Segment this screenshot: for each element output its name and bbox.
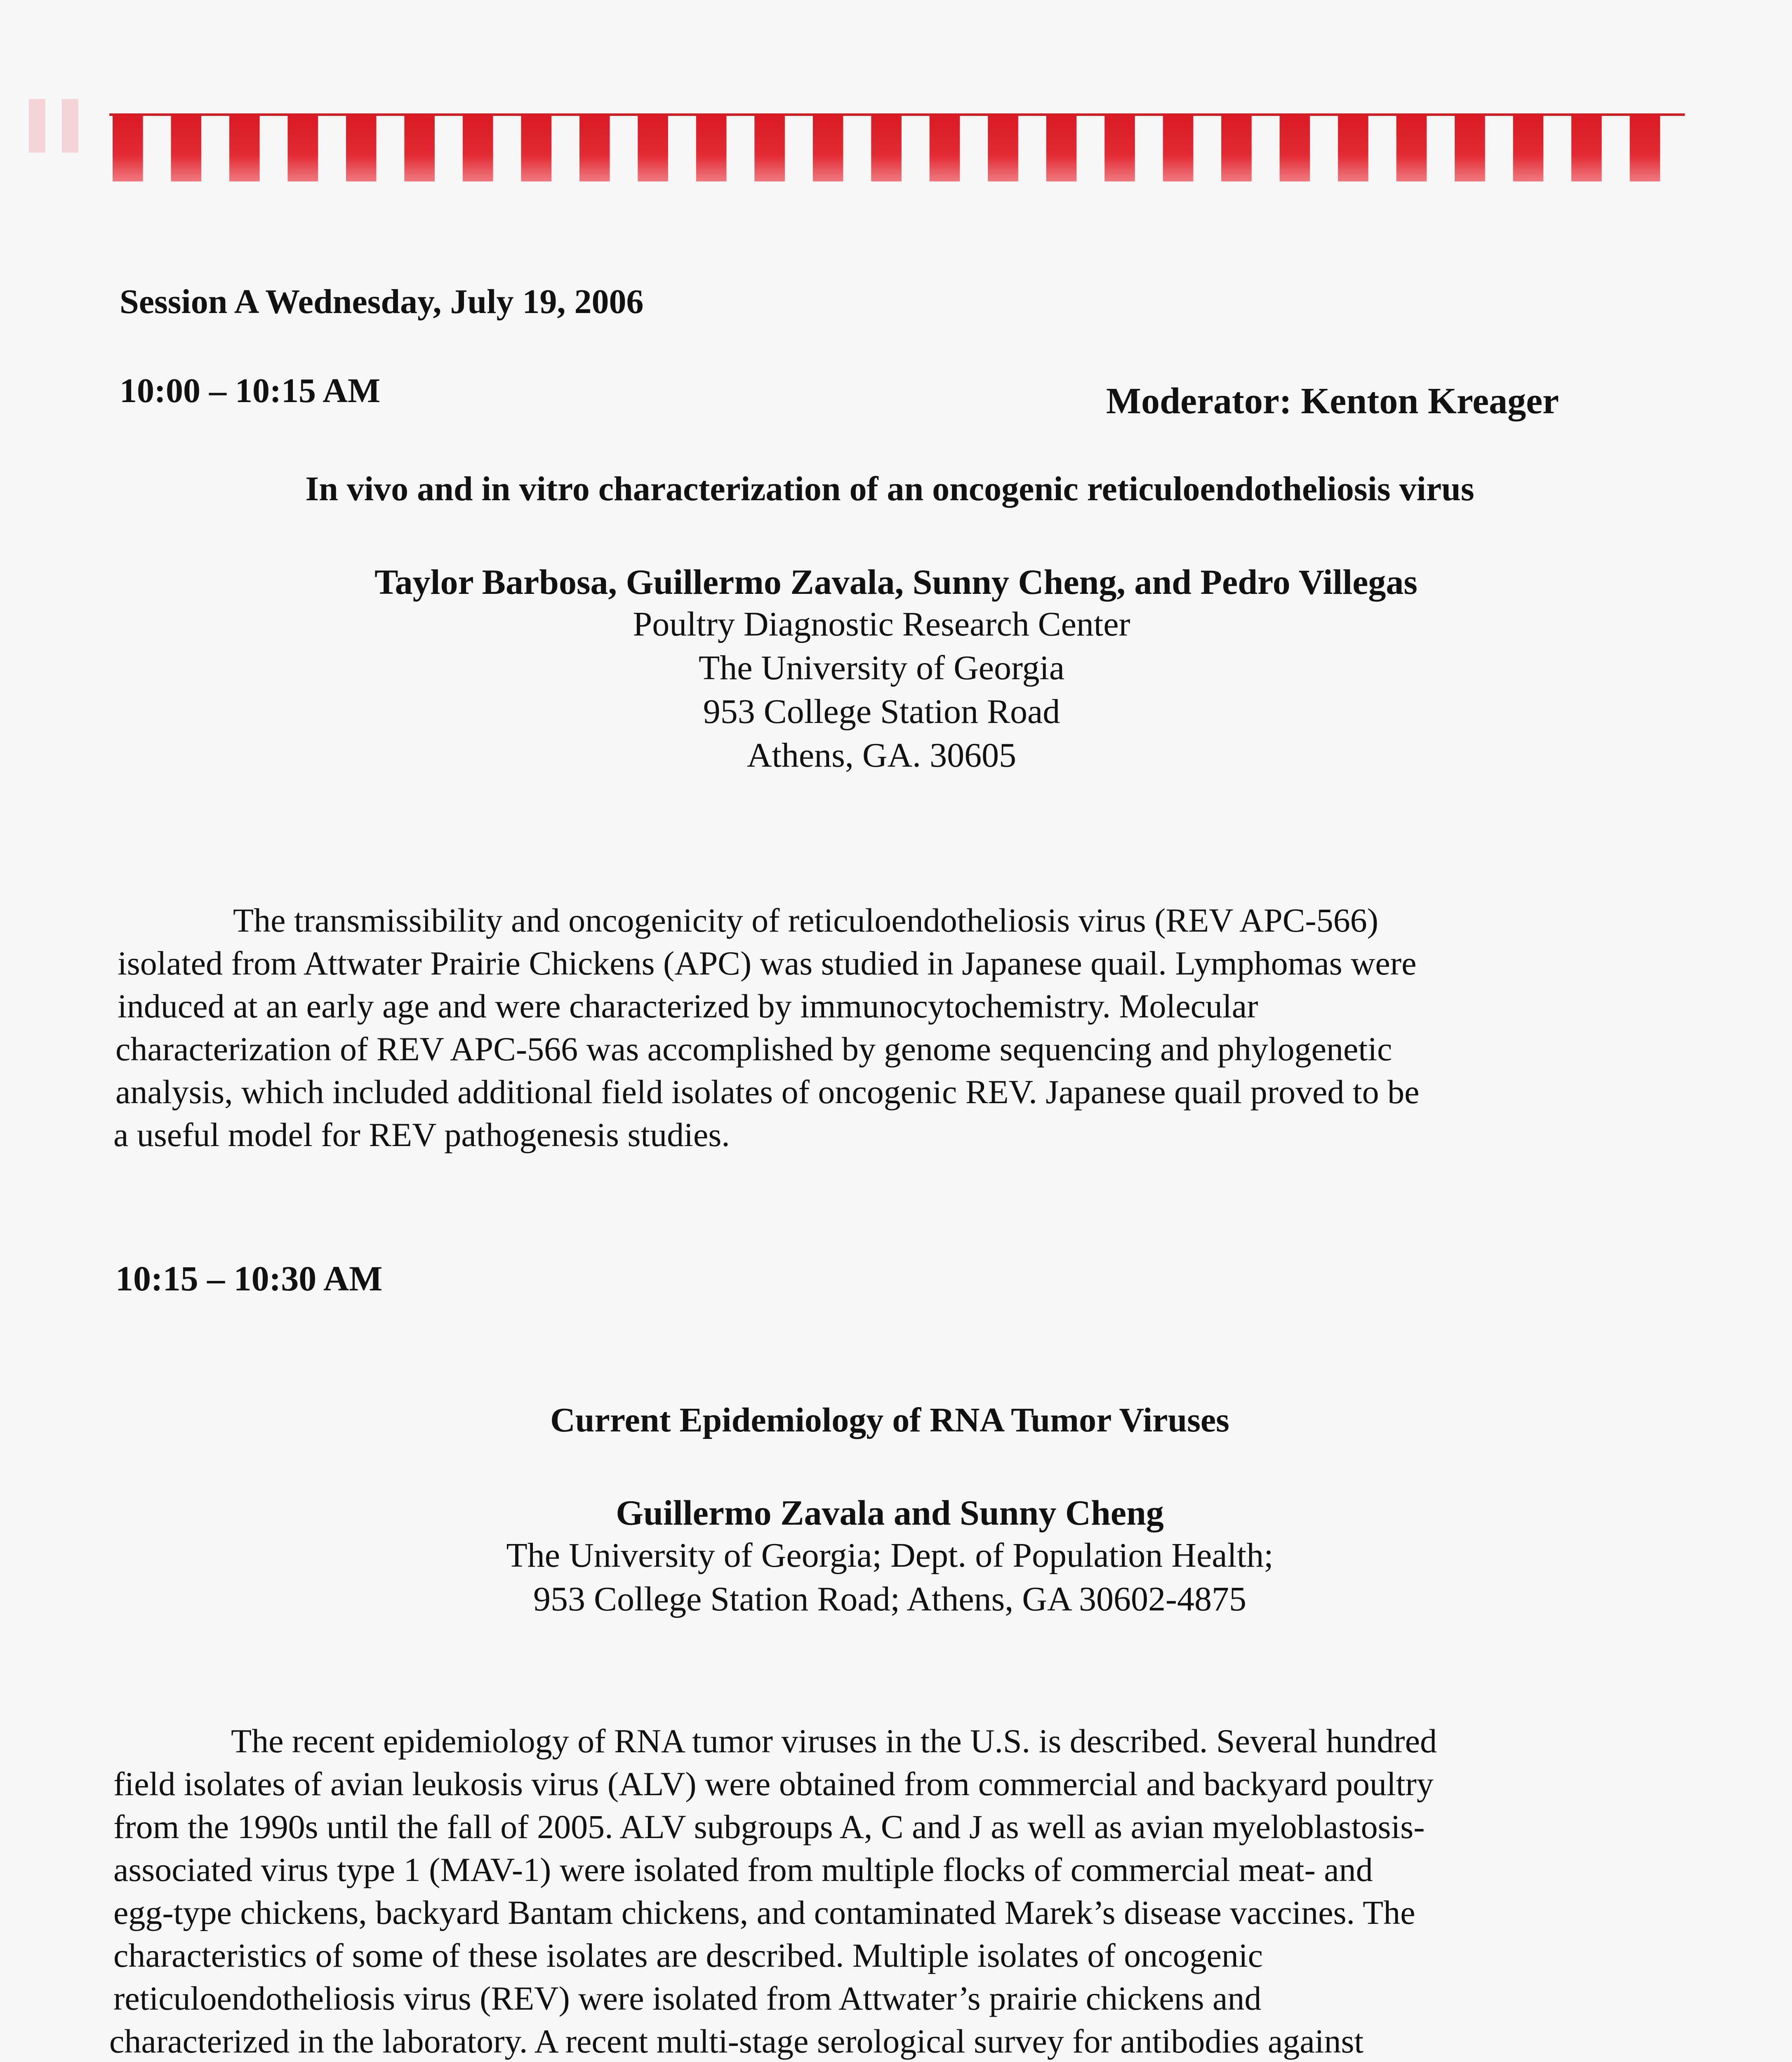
abstract-line: egg-type chickens, backyard Bantam chickens, and contaminated Marek’s disease vaccines. The <box>113 1894 1415 1931</box>
banner-stripe <box>579 115 610 181</box>
banner-stripe <box>1046 115 1077 181</box>
abstract-line: field isolates of avian leukosis virus (ALV) were obtained from commercial and backyard poultry <box>113 1765 1434 1803</box>
abstract-line: characterization of REV APC-566 was accomplished by genome sequencing and phylogenetic <box>115 1030 1392 1068</box>
banner-stripe <box>813 115 843 181</box>
banner-ghost-decoration <box>29 95 95 157</box>
talk1-abstract <box>113 899 1648 1156</box>
abstract-line: characterized in the laboratory. A recent multi-stage serological survey for antibodies against <box>109 2022 1364 2060</box>
talk2-time: 10:15 – 10:30 AM <box>115 1259 383 1298</box>
banner-stripe <box>1104 115 1135 181</box>
abstract-line: induced at an early age and were characterized by immunocytochemistry. Molecular <box>118 987 1258 1025</box>
talk1-affiliation-line: 953 College Station Road <box>703 692 1060 731</box>
banner-stripe <box>1338 115 1368 181</box>
abstract-line: characteristics of some of these isolates are described. Multiple isolates of oncogenic <box>113 1937 1263 1974</box>
session-header: Session A Wednesday, July 19, 2006 <box>120 282 644 321</box>
banner-stripe <box>638 115 668 181</box>
banner-stripe <box>229 115 260 181</box>
banner-stripe <box>1163 115 1194 181</box>
talk2-title: Current Epidemiology of RNA Tumor Viruses <box>550 1401 1229 1439</box>
abstract-line: reticuloendotheliosis virus (REV) were isolated from Attwater’s prairie chickens and <box>113 1980 1262 2017</box>
banner-stripe <box>463 115 493 181</box>
abstract-line: isolated from Attwater Prairie Chickens (APC) was studied in Japanese quail. Lymphomas were <box>118 944 1417 982</box>
banner-stripe <box>930 115 960 181</box>
banner-stripe <box>754 115 785 181</box>
red-striped-banner-icon <box>109 112 1685 181</box>
abstract-line: The recent epidemiology of RNA tumor viruses in the U.S. is described. Several hundred <box>231 1722 1437 1760</box>
talk1-moderator: Moderator: Kenton Kreager <box>1106 381 1559 421</box>
talk1-authors: Taylor Barbosa, Guillermo Zavala, Sunny Cheng, and Pedro Villegas <box>374 562 1418 602</box>
banner-stripe <box>1513 115 1544 181</box>
banner-stripe <box>1280 115 1310 181</box>
talk2-affiliation-line: The University of Georgia; Dept. of Population Health; <box>506 1536 1274 1575</box>
banner-stripe <box>404 115 435 181</box>
banner-stripe <box>346 115 377 181</box>
banner-stripe <box>171 115 202 181</box>
banner-stripe <box>113 115 143 181</box>
banner-stripe <box>1571 115 1602 181</box>
abstract-line: associated virus type 1 (MAV-1) were isolated from multiple flocks of commercial meat- and <box>113 1851 1373 1888</box>
talk1-affiliation-line: Poultry Diagnostic Research Center <box>633 605 1130 643</box>
talk2-abstract <box>109 1720 1660 2062</box>
abstract-line: The transmissibility and oncogenicity of reticuloendotheliosis virus (REV APC-566) <box>233 902 1379 939</box>
banner-stripe <box>696 115 727 181</box>
banner-stripe <box>1630 115 1660 181</box>
abstract-line: a useful model for REV pathogenesis studies. <box>113 1116 730 1153</box>
banner-stripe <box>871 115 902 181</box>
abstract-line: analysis, which included additional field isolates of oncogenic REV. Japanese quail proved to be <box>115 1073 1420 1111</box>
banner-stripe <box>1455 115 1485 181</box>
abstract-line: from the 1990s until the fall of 2005. ALV subgroups A, C and J as well as avian myeloblastosis- <box>113 1808 1425 1845</box>
banner-stripe <box>1396 115 1427 181</box>
talk1-title: In vivo and in vitro characterization of an oncogenic reticuloendotheliosis virus <box>305 470 1474 508</box>
talk1-affiliation-line: Athens, GA. 30605 <box>746 736 1017 774</box>
banner-stripe <box>988 115 1018 181</box>
talk1-time: 10:00 – 10:15 AM <box>120 372 381 410</box>
banner-stripe <box>1221 115 1252 181</box>
talk2-authors: Guillermo Zavala and Sunny Cheng <box>616 1493 1164 1532</box>
banner-stripe <box>521 115 551 181</box>
talk2-affiliation-line: 953 College Station Road; Athens, GA 30602-4875 <box>533 1580 1246 1618</box>
banner-stripe <box>287 115 318 181</box>
talk1-affiliation-line: The University of Georgia <box>698 649 1065 687</box>
